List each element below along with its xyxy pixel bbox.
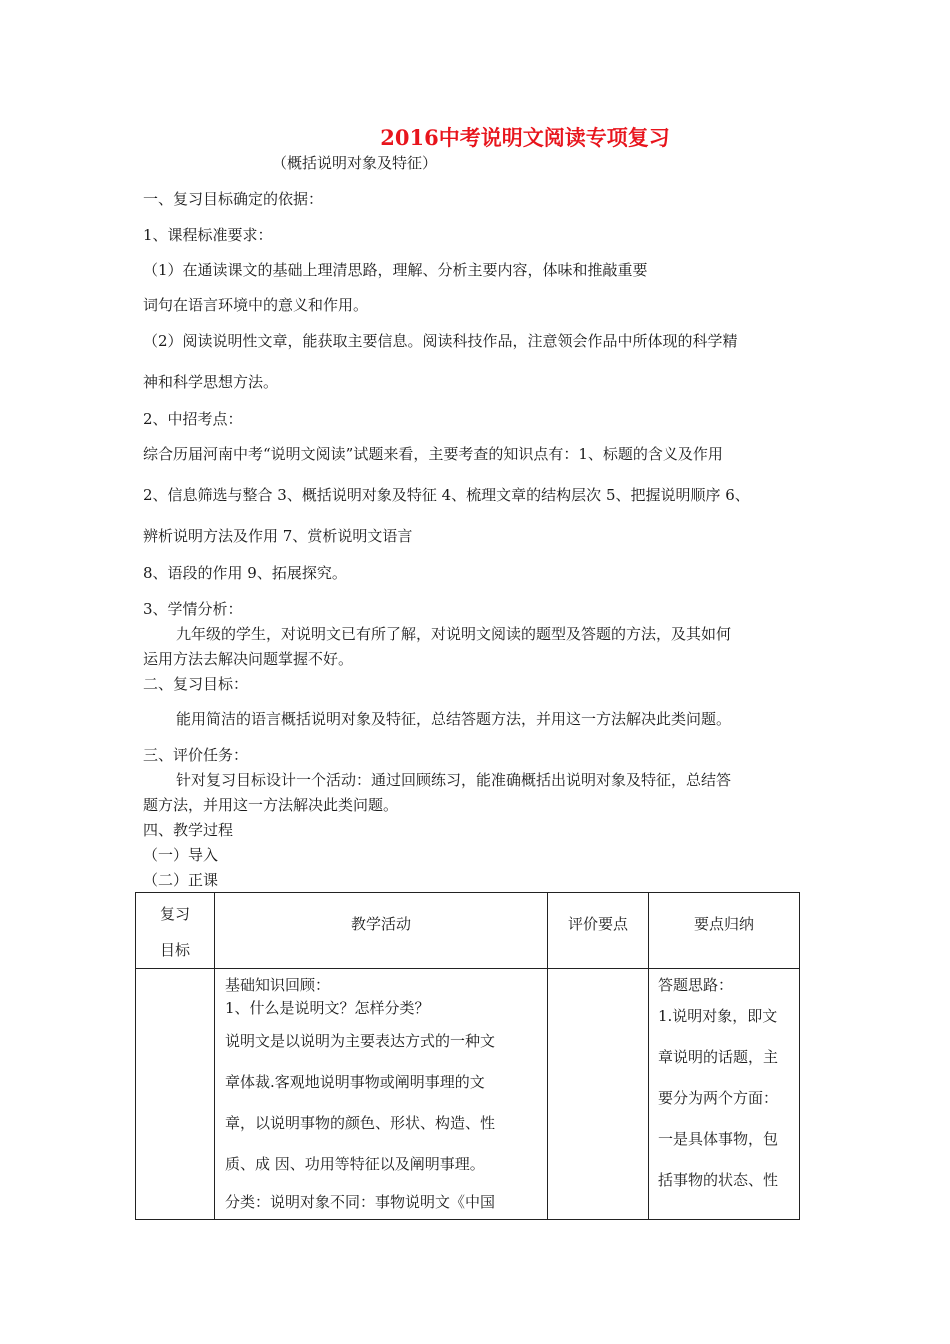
subheading-intro: （一）导入 (143, 846, 219, 864)
header-evaluation-points-label: 评价要点 (567, 915, 628, 933)
paragraph-line: 词句在语言环境中的意义和作用。 (143, 296, 369, 314)
summary-line: 1.说明对象，即文 (658, 1007, 778, 1025)
paragraph-line: （2）阅读说明性文章，能获取主要信息。阅读科技作品，注意领会作品中所体现的科学精 (143, 332, 738, 350)
activity-line: 说明文是以说明为主要表达方式的一种文 (225, 1032, 496, 1050)
summary-line: 章说明的话题，主 (658, 1048, 779, 1066)
document-title: 2016中考说明文阅读专项复习 (380, 125, 670, 150)
section-heading-evaluation: 三、评价任务： (143, 746, 249, 764)
cell-evaluation-points (548, 969, 649, 1220)
header-review-goal (136, 893, 215, 969)
header-teaching-activity (215, 893, 548, 969)
lesson-table (135, 892, 800, 1220)
section-heading-basis: 一、复习目标确定的依据： (143, 190, 324, 208)
summary-line: 一是具体事物，包 (658, 1130, 779, 1148)
paragraph-line: 2、信息筛选与整合 3、概括说明对象及特征 4、梳理文章的结构层次 5、把握说明顺序 6、 (143, 486, 750, 504)
paragraph-line: 题方法，并用这一方法解决此类问题。 (143, 796, 399, 814)
header-review-goal-line1: 复习 (159, 905, 190, 923)
paragraph-line: 运用方法去解决问题掌握不好。 (143, 650, 354, 668)
subheading-curriculum: 1、课程标准要求： (143, 226, 273, 244)
header-review-goal-line2: 目标 (159, 941, 190, 959)
section-heading-goals: 二、复习目标： (143, 675, 249, 693)
header-evaluation-points (548, 893, 649, 969)
table-row (136, 969, 800, 1220)
summary-line: 要分为两个方面： (658, 1089, 779, 1107)
paragraph-line: 辨析说明方法及作用 7、赏析说明文语言 (143, 527, 413, 545)
activity-line: 1、什么是说明文？怎样分类？ (225, 999, 430, 1017)
section-heading-process: 四、教学过程 (143, 821, 234, 839)
document-subtitle: （概括说明对象及特征） (272, 154, 438, 172)
subheading-main-lesson: （二）正课 (143, 871, 219, 889)
paragraph-line: 九年级的学生，对说明文已有所了解，对说明文阅读的题型及答题的方法，及其如何 (176, 625, 732, 643)
subheading-student-analysis: 3、学情分析： (143, 600, 243, 618)
activity-line: 章，以说明事物的颜色、形状、构造、性 (225, 1114, 496, 1132)
summary-line: 答题思路： (658, 976, 734, 994)
paragraph-line: 综合历届河南中考“说明文阅读”试题来看，主要考查的知识点有：1、标题的含义及作用 (143, 445, 723, 463)
paragraph-line: 能用简洁的语言概括说明对象及特征，总结答题方法，并用这一方法解决此类问题。 (176, 710, 732, 728)
header-key-summary-label: 要点归纳 (693, 915, 754, 933)
table-header-row (136, 893, 800, 969)
activity-line: 质、成 因、功用等特征以及阐明事理。 (225, 1155, 485, 1173)
summary-line: 括事物的状态、性 (658, 1171, 779, 1189)
header-teaching-activity-label: 教学活动 (350, 915, 411, 933)
paragraph-line: 神和科学思想方法。 (143, 373, 279, 391)
paragraph-line: 8、语段的作用 9、拓展探究。 (143, 564, 347, 582)
cell-teaching-activity (215, 969, 548, 1220)
activity-line: 章体裁.客观地说明事物或阐明事理的文 (225, 1073, 485, 1091)
paragraph-line: （1）在通读课文的基础上理清思路，理解、分析主要内容，体味和推敲重要 (143, 261, 648, 279)
activity-line: 基础知识回顾： (225, 976, 331, 994)
subheading-exam-points: 2、中招考点： (143, 410, 243, 428)
activity-line: 分类：说明对象不同：事物说明文《中国 (225, 1193, 496, 1211)
paragraph-line: 针对复习目标设计一个活动：通过回顾练习，能准确概括出说明对象及特征，总结答 (176, 771, 732, 789)
cell-key-summary (649, 969, 800, 1220)
header-key-summary (649, 893, 800, 969)
cell-review-goal (136, 969, 215, 1220)
